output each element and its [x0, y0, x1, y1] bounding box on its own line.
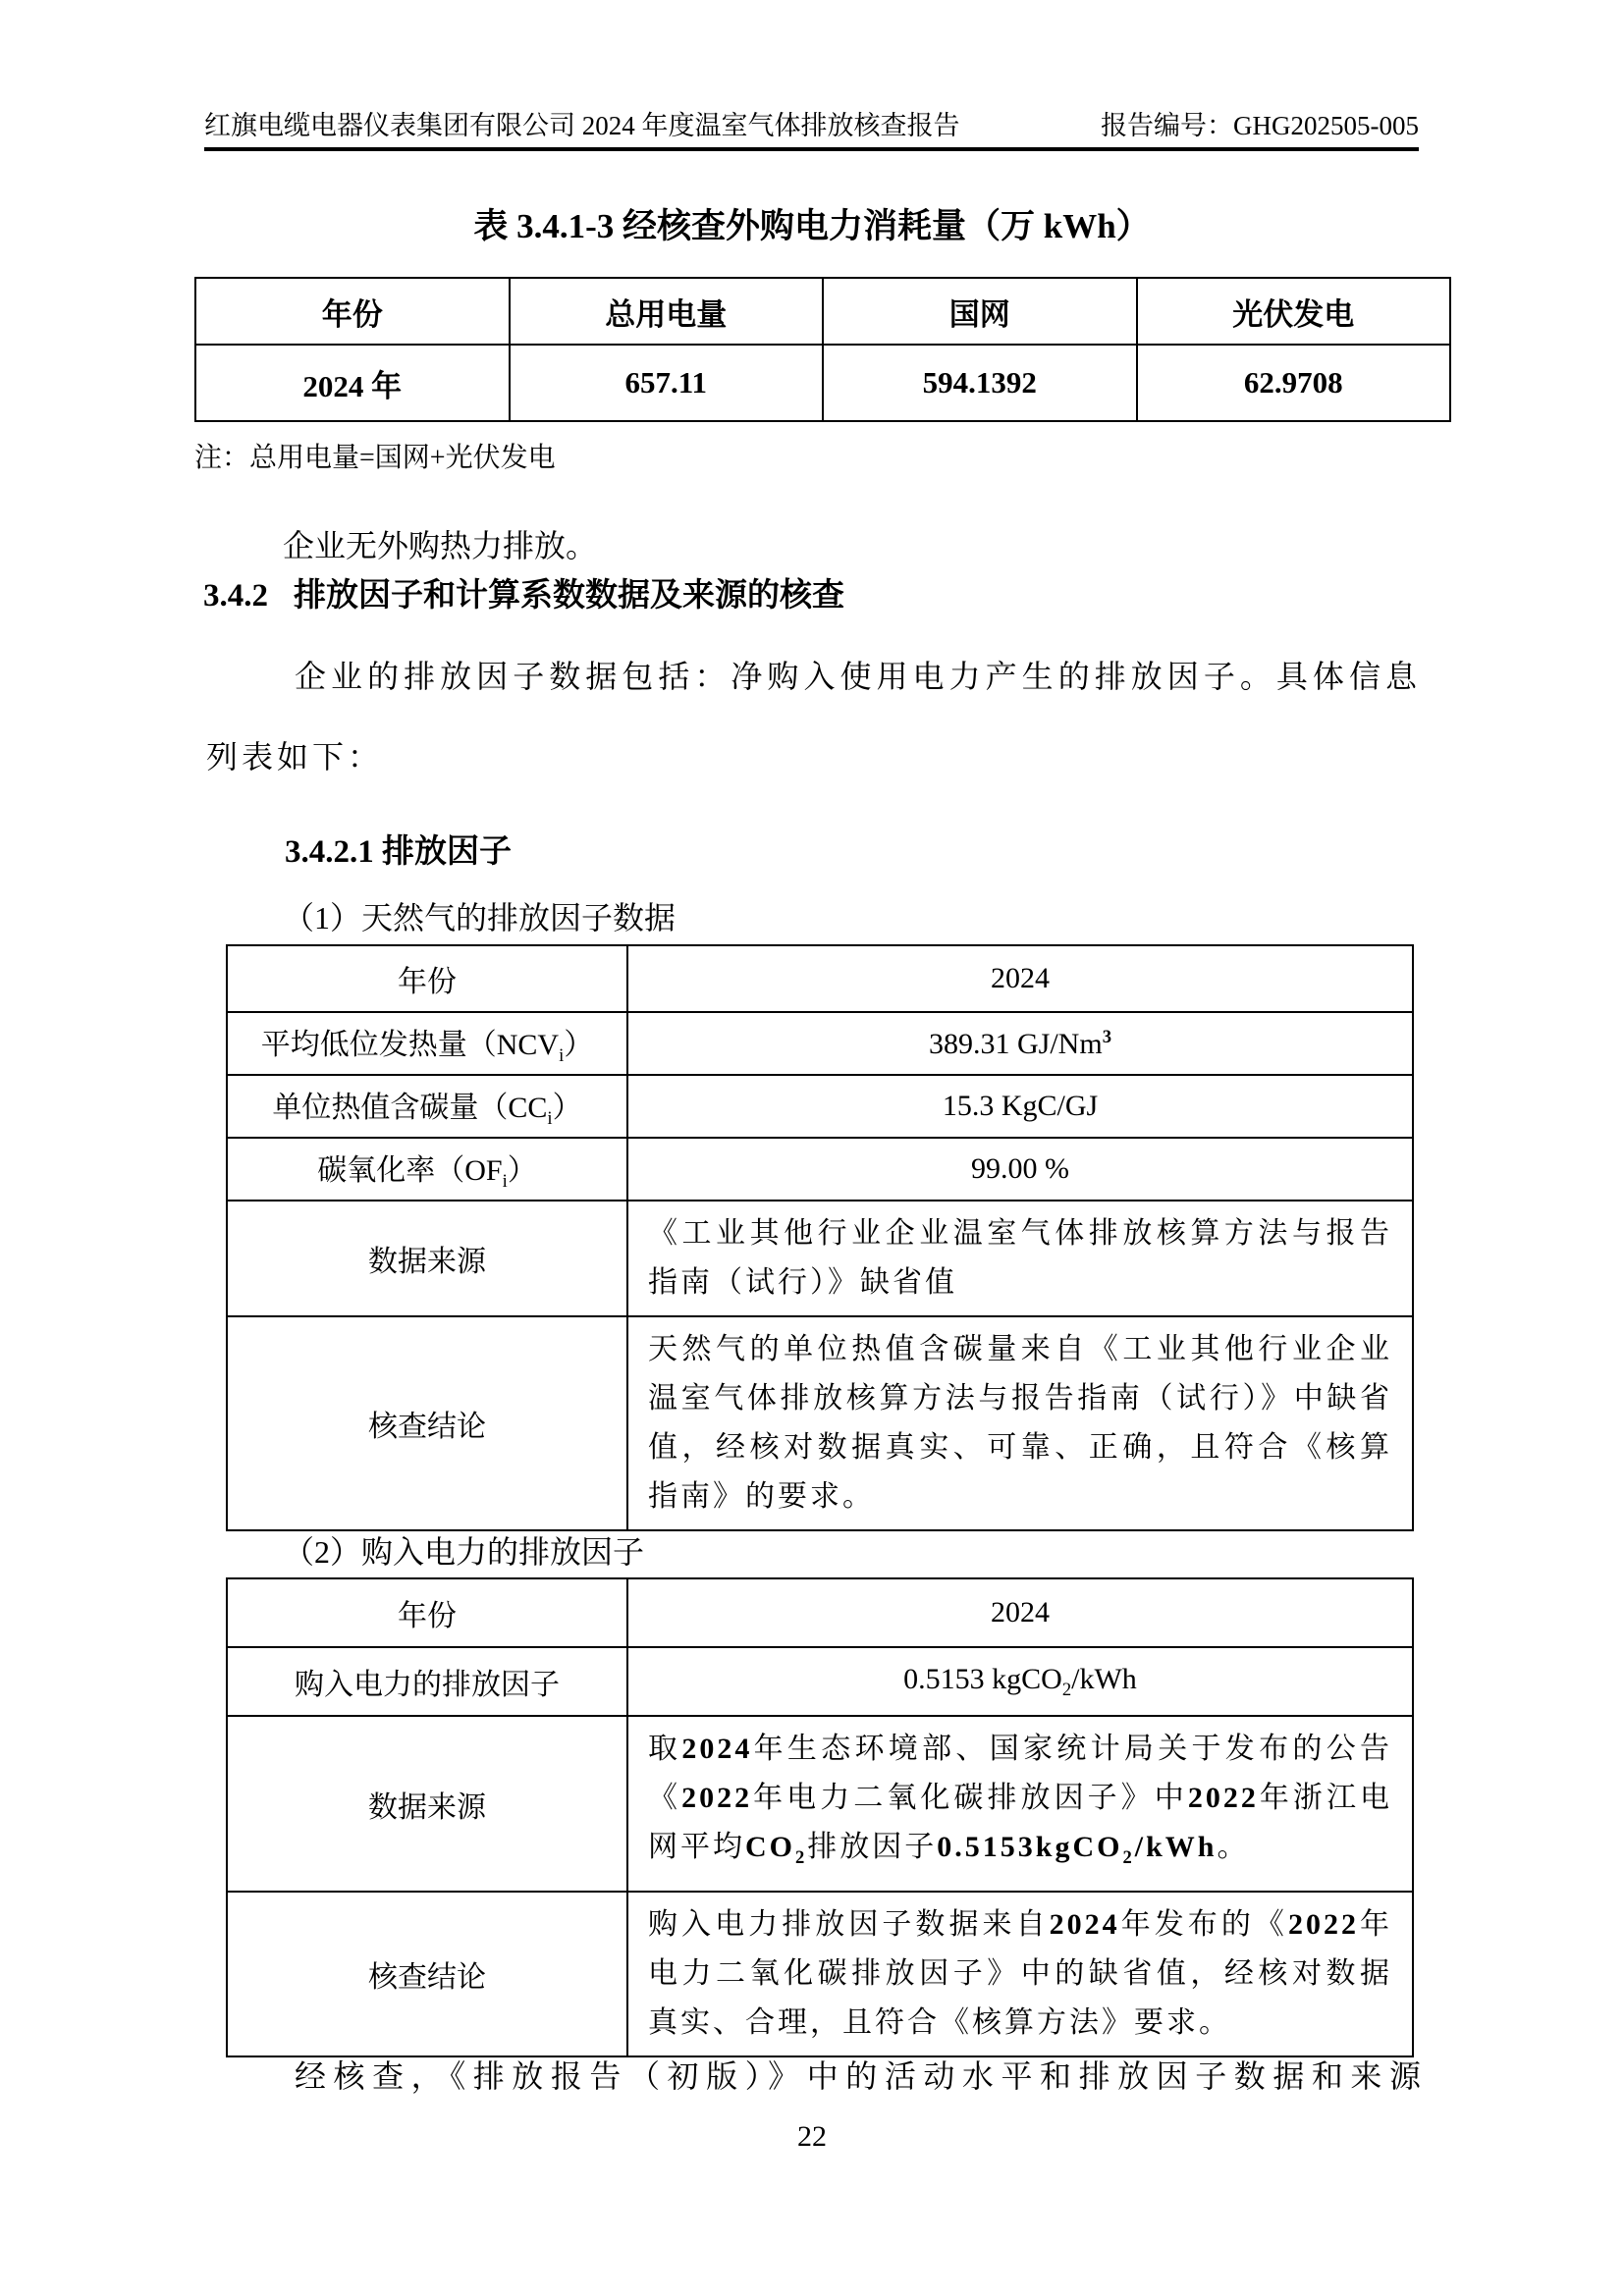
header-cell-solar: 光伏发电 [1137, 278, 1451, 345]
row-value-cell: 购入电力排放因子数据来自2024年发布的《2022年电力二氧化碳排放因子》中的缺省值，经核对数据真实、合理，且符合《核算方法》要求。 [627, 1892, 1413, 2056]
subheading-gas-factors: （1）天然气的排放因子数据 [283, 900, 677, 935]
paragraph-factors-intro: 企业的排放因子数据包括：净购入使用电力产生的排放因子。具体信息列表如下： [206, 659, 1421, 774]
section-number: 3.4.2 [203, 578, 268, 614]
table-row [227, 1316, 1413, 1530]
table-data-row [195, 345, 1450, 421]
row-label-cell: 碳氧化率$(OF_i)$ [227, 1138, 627, 1201]
section-heading-3421: 3.4.2.1 排放因子 [285, 834, 512, 870]
row-value-cell: 0.5153 kgCO$_2$/kWh [627, 1647, 1413, 1716]
table-row [227, 1075, 1413, 1138]
row-value-cell: 389.31 GJ/Nm$^3$ [627, 1012, 1413, 1075]
table-row [227, 1201, 1413, 1316]
header-report-number: 报告编号：GHG202505-005 [1101, 111, 1419, 140]
gas-factor-table [226, 944, 1414, 1531]
closing-paragraph: 经核查，《排放报告（初版）》中的活动水平和排放因子数据和来源 [295, 2058, 1421, 2094]
table-row [227, 1892, 1413, 2056]
table1-note: 注：总用电量=国网+光伏发电 [194, 443, 556, 473]
page-header [204, 100, 1419, 151]
cell-year: 2024 年 [195, 345, 510, 421]
row-label-cell: 数据来源 [227, 1716, 627, 1892]
header-report-title: 红旗电缆电器仪表集团有限公司 2024 年度温室气体排放核查报告 [204, 111, 960, 140]
subheading-electricity-factors: （2）购入电力的排放因子 [283, 1534, 645, 1570]
row-value-cell: 《工业其他行业企业温室气体排放核算方法与报告指南（试行）》缺省值 [627, 1201, 1413, 1316]
row-value-cell: 2024 [627, 945, 1413, 1012]
electricity-consumption-table [194, 277, 1451, 422]
section-heading-342 [203, 569, 844, 615]
row-label-cell: 核查结论 [227, 1316, 627, 1530]
table-row [227, 1647, 1413, 1716]
table-header-row [195, 278, 1450, 345]
row-value-cell: 取2024年生态环境部、国家统计局关于发布的公告《2022年电力二氧化碳排放因子》中2022年浙江电网平均$CO_2$排放因子0.5153kgCO$_2$/kWh。 [627, 1716, 1413, 1892]
cell-grid: 594.1392 [823, 345, 1137, 421]
row-label-cell: 购入电力的排放因子 [227, 1647, 627, 1716]
table-row [227, 1716, 1413, 1892]
row-label-cell: 平均低位发热量$(NCV_i)$ [227, 1012, 627, 1075]
table-row [227, 1578, 1413, 1647]
row-label-cell: 年份 [227, 1578, 627, 1647]
table1-title: 表 3.4.1-3 经核查外购电力消耗量（万 kWh） [473, 207, 1151, 245]
cell-total: 657.11 [510, 345, 824, 421]
row-value-cell: 15.3 KgC/GJ [627, 1075, 1413, 1138]
row-label-cell: 核查结论 [227, 1892, 627, 2056]
row-value-cell: 99.00 % [627, 1138, 1413, 1201]
table-row [227, 1138, 1413, 1201]
header-cell-total: 总用电量 [510, 278, 824, 345]
page-number: 22 [797, 2120, 827, 2153]
header-cell-grid: 国网 [823, 278, 1137, 345]
row-value-cell: 天然气的单位热值含碳量来自《工业其他行业企业温室气体排放核算方法与报告指南（试行）》中缺省值，经核对数据真实、可靠、正确，且符合《核算指南》的要求。 [627, 1316, 1413, 1530]
header-cell-year: 年份 [195, 278, 510, 345]
table-row [227, 1012, 1413, 1075]
table-row [227, 945, 1413, 1012]
section-title: 排放因子和计算系数数据及来源的核查 [294, 578, 844, 614]
row-label-cell: 单位热值含碳量$(CC_i)$ [227, 1075, 627, 1138]
paragraph-no-heat: 企业无外购热力排放。 [283, 528, 598, 563]
electricity-factor-table [226, 1577, 1414, 2057]
row-label-cell: 数据来源 [227, 1201, 627, 1316]
row-label-cell: 年份 [227, 945, 627, 1012]
cell-solar: 62.9708 [1137, 345, 1451, 421]
row-value-cell: 2024 [627, 1578, 1413, 1647]
